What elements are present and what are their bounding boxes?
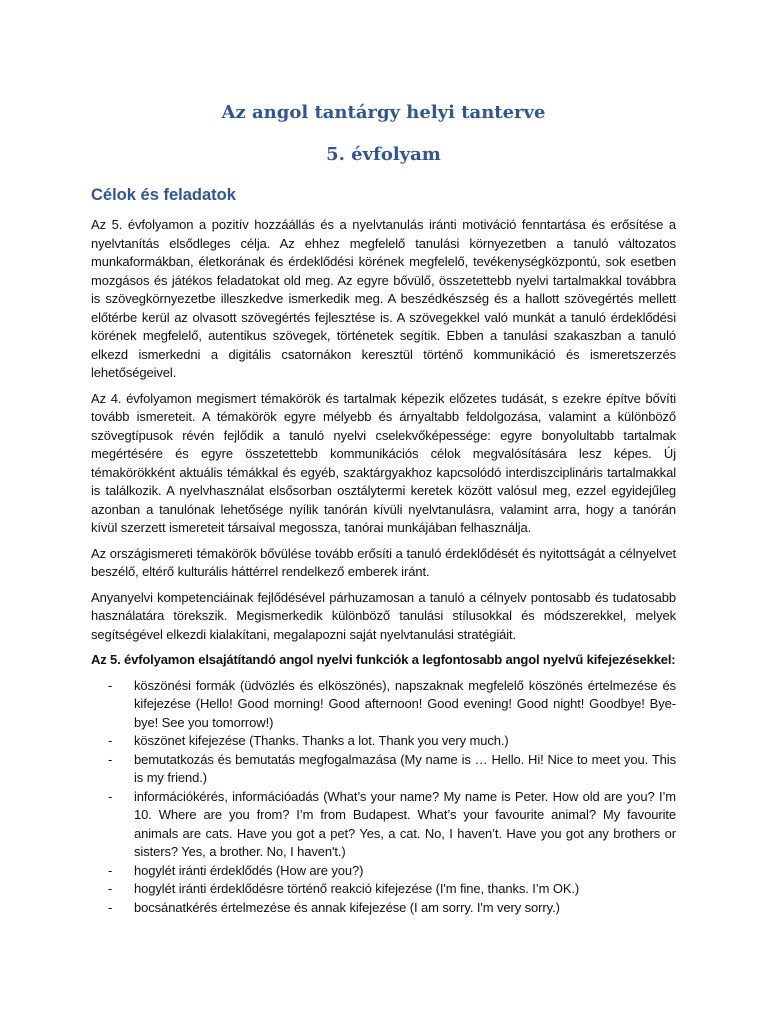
list-item <box>91 677 676 733</box>
paragraph-prior-knowledge: Az 4. évfolyamon megismert témakörök és tartalmak képezik előzetes tudását, s ezekre építve bővíti tovább ismereteit. A témakörök egyre mélyebb és árnyaltabb feldolgozása, valamint a különböző szövegtípusok révén fejlődik a tanuló nyelvi cselekvőképessége: egyre bonyolultabb tartalmak megértésére és egyre összetettebb kommunikációs célok megvalósítására lesz képes. Új témakörökként aktuális témákkal és egyéb, szaktárgyakhoz kapcsolódó interdiszciplináris tartalmakkal is találkozik. A nyelvhasználat elsősorban osztálytermi keretek között valósul meg, ezzel egyidejűleg azonban a tanulónak lehetősége nyílik tanórán kívüli nyelvtanulásra, valamint arra, hogy a tanórán kívül szerzett ismereteit társaival megossza, tanórai munkájában felhasználja. <box>91 390 676 535</box>
list-item-text: bemutatkozás és bemutatás megfogalmazása (My name is … Hello. Hi! Nice to meet you. This is my friend.) <box>134 751 676 785</box>
list-dash: - <box>108 788 113 804</box>
list-item-text: információkérés, információadás (What’s your name? My name is Peter. How old are you? I’m 10. Where are you from? I’m from Budapest. What’s your favourite animal? My favourite animals are cats. Have you got a pet? Yes, a cat. No, I haven’t. Have you got any brothers or sisters? Yes, a brother. No, I haven't.) <box>134 788 676 859</box>
grade-subtitle: 5. évfolyam <box>326 144 441 165</box>
list-dash: - <box>108 881 113 896</box>
list-item-text: köszönési formák (üdvözlés és elköszönés), napszaknak megfelelő köszönés értelmezése és kifejezése (Hello! Good morning! Good afternoon! Good evening! Good night! Goodbye! Bye-bye! See you tomorrow!) <box>134 677 676 730</box>
list-item-text: hogylét iránti érdeklődésre történő reakció kifejezése (I'm fine, thanks. I’m OK.) <box>134 881 580 896</box>
list-dash: - <box>108 862 113 878</box>
paragraph-goals: Az 5. évfolyamon a pozitív hozzáállás és a nyelvtanulás iránti motiváció fenntartása és erősítése a nyelvtanítás elsődleges célja. Az ehhez megfelelő tanulási környezetben a tanuló változatos munkaformákban, életkorának és érdeklődési körének megfelelő, tevékenységközpontú, sok esetben mozgásos és játékos feladatokat old meg. Az egyre bővülő, összetettebb nyelvi tartalmakkal továbbra is szövegkörnyezetbe illeszkedve ismerkedik meg. A beszédkészség és a hallott szövegértés mellett előtérbe kerül az olvasott szövegértés fejlesztése is. A szövegekkel való munkát a tanuló érdeklődési körének megfelelő, autentikus szövegek, történetek segítik. Ebben a tanulási szakaszban a tanuló elkezd ismerkedni a digitális csatornákon keresztül történő kommunikáció és ismeretszerzés lehetőségeivel. <box>91 217 676 380</box>
list-dash: - <box>108 751 113 767</box>
paragraph-learning-strategies: Anyanyelvi kompetenciáinak fejlődésével párhuzamosan a tanuló a célnyelv pontosabb és tudatosabb használatára törekszik. Megismerkedik különböző tanulási stílusokkal és módszerekkel, melyek segítségével elkezdi kialakítani, megalapozni saját nyelvtanulási stratégiáit. <box>91 589 676 642</box>
list-item-text: bocsánatkérés értelmezése és annak kifejezése (I am sorry. I'm very sorry.) <box>134 899 560 915</box>
list-item <box>91 899 676 918</box>
list-item <box>91 862 676 881</box>
section-heading: Célok és feladatok <box>91 186 236 204</box>
page-title: Az angol tantárgy helyi tanterve <box>221 102 546 123</box>
list-item <box>91 751 676 788</box>
document-page <box>91 98 676 917</box>
list-item <box>91 880 676 899</box>
list-intro: Az 5. évfolyamon elsajátítandó angol nyelvi funkciók a legfontosabb angol nyelvű kifejezésekkel: <box>91 652 676 667</box>
list-dash: - <box>108 899 113 915</box>
language-functions-list <box>91 677 676 918</box>
list-dash: - <box>108 677 113 693</box>
list-item <box>91 788 676 862</box>
list-dash: - <box>108 733 113 748</box>
list-item-text: köszönet kifejezése (Thanks. Thanks a lot. Thank you very much.) <box>134 733 509 748</box>
list-item-text: hogylét iránti érdeklődés (How are you?) <box>134 862 364 878</box>
list-item <box>91 732 676 751</box>
paragraph-cultural-topics: Az országismereti témakörök bővülése tovább erősíti a tanuló érdeklődését és nyitottságát a célnyelvet beszélő, eltérő kulturális háttérrel rendelkező emberek iránt. <box>91 545 676 579</box>
